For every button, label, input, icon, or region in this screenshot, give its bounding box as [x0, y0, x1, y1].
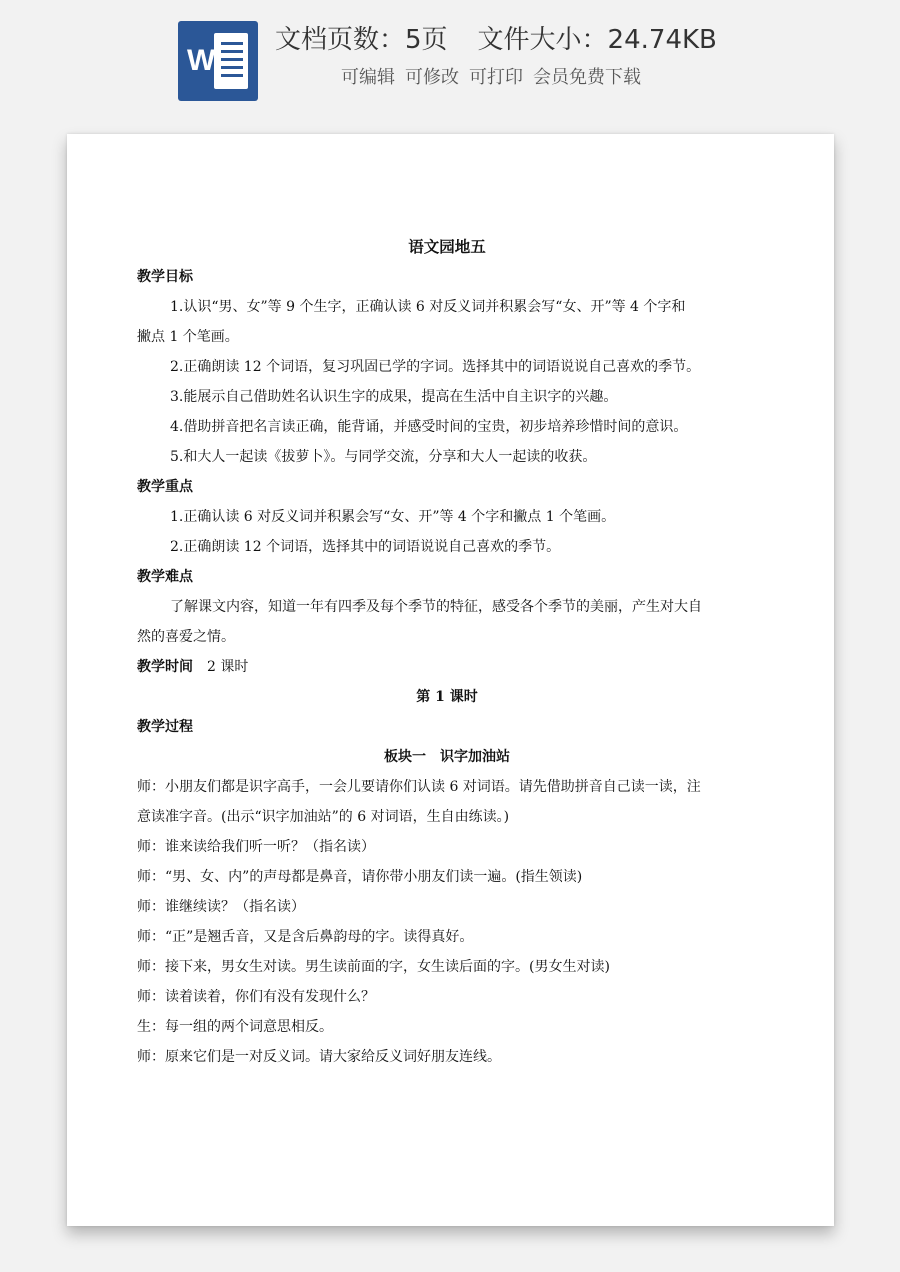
teaching-time-row: [137, 652, 757, 682]
document-title: 语文园地五: [408, 237, 486, 256]
teaching-time-heading: 教学时间: [137, 659, 193, 675]
dialogue-line: 师：谁来读给我们听一听？（指名读）: [137, 839, 375, 855]
key-point-item: 1.正确认读 6 对反义词并积累会写“女、开”等 4 个字和撇点 1 个笔画。: [170, 509, 616, 525]
dialogue-line: 师：“男、女、内”的声母都是鼻音，请你带小朋友们读一遍。(指生领读): [137, 869, 583, 885]
difficulties-heading: 教学难点: [137, 569, 193, 585]
goal-item: 2.正确朗读 12 个词语，复习巩固已学的字词。选择其中的词语说说自己喜欢的季节。: [170, 359, 701, 375]
dialogue-line: 师：原来它们是一对反义词。请大家给反义词好朋友连线。: [137, 1049, 501, 1065]
feature-list: [341, 64, 801, 92]
page-count: 文档页数：5页: [275, 25, 448, 55]
key-point-item: 2.正确朗读 12 个词语，选择其中的词语说说自己喜欢的季节。: [170, 539, 561, 555]
document-page: [67, 134, 834, 1226]
teaching-time-value: 2 课时: [207, 659, 249, 675]
goal-item: 3.能展示自己借助姓名认识生字的成果，提高在生活中自主识字的兴趣。: [170, 389, 618, 405]
feature-printable: 可打印: [469, 67, 523, 88]
feature-editable: 可编辑: [341, 67, 395, 88]
goal-item: 1.认识“男、女”等 9 个生字，正确认读 6 对反义词并积累会写“女、开”等 4 个字和: [170, 299, 686, 315]
document-body: [137, 232, 757, 1072]
dialogue-line: 师：小朋友们都是识字高手，一会儿要请你们认读 6 对词语。请先借助拼音自己读一读，注: [137, 779, 701, 795]
block-title: 板块一 识字加油站: [384, 749, 510, 765]
word-document-icon: [178, 21, 258, 101]
goal-item: 4.借助拼音把名言读正确，能背诵，并感受时间的宝贵，初步培养珍惜时间的意识。: [170, 419, 688, 435]
dialogue-line: 师：接下来，男女生对读。男生读前面的字，女生读后面的字。(男女生对读): [137, 959, 610, 975]
lesson-title: 第 1 课时: [416, 689, 478, 705]
feature-member-download: 会员免费下载: [533, 67, 641, 88]
difficulties-text-continued: 然的喜爱之情。: [137, 629, 235, 645]
dialogue-line: 师：读着读着，你们有没有发现什么？: [137, 989, 375, 1005]
word-icon-letter: W: [187, 44, 216, 77]
difficulties-text: 了解课文内容，知道一年有四季及每个季节的特征，感受各个季节的美丽，产生对大自: [170, 599, 702, 615]
goals-heading: 教学目标: [137, 269, 193, 285]
dialogue-line-continued: 意读准字音。(出示“识字加油站”的 6 对词语，生自由练读。): [137, 809, 510, 825]
dialogue-line: 师：“正”是翘舌音，又是含后鼻韵母的字。读得真好。: [137, 929, 474, 945]
file-size: 文件大小：24.74KB: [477, 25, 717, 55]
goal-item: 5.和大人一起读《拔萝卜》。与同学交流，分享和大人一起读的收获。: [170, 449, 597, 465]
dialogue-line: 师：谁继续读？（指名读）: [137, 899, 305, 915]
download-info-header: [0, 0, 900, 120]
dialogue-line: 生：每一组的两个词意思相反。: [137, 1019, 333, 1035]
key-points-heading: 教学重点: [137, 479, 193, 495]
process-heading: 教学过程: [137, 719, 193, 735]
file-stats: [275, 22, 835, 58]
goal-item-continued: 撇点 1 个笔画。: [137, 329, 239, 345]
feature-modifiable: 可修改: [405, 67, 459, 88]
